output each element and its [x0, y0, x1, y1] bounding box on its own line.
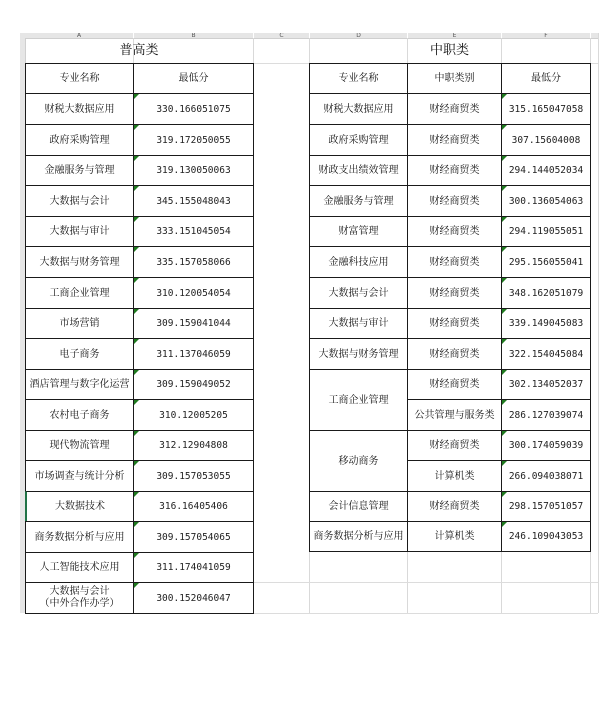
column-header-b[interactable]: B: [134, 33, 253, 39]
vocational-row-category[interactable]: 财经商贸类: [407, 93, 502, 125]
vocational-row-major[interactable]: 金融科技应用: [309, 246, 408, 278]
comment-flag-icon: [502, 339, 507, 344]
general-row-min-score[interactable]: [133, 582, 254, 614]
score-value: 319.172050055: [156, 134, 231, 146]
vocational-row-min-score[interactable]: [501, 430, 591, 461]
vocational-row-min-score[interactable]: [501, 338, 591, 370]
score-value: 309.157054065: [156, 531, 231, 543]
score-value: 300.174059039: [508, 440, 584, 451]
score-value: 315.165047058: [508, 103, 584, 115]
major-line-1: 大数据与会计: [49, 586, 110, 597]
score-value: 316.16405406: [159, 501, 228, 512]
vocational-header-major[interactable]: 专业名称: [309, 63, 408, 94]
comment-flag-icon: [134, 217, 139, 222]
vocational-row-min-score[interactable]: [501, 93, 591, 125]
general-header-min-score[interactable]: 最低分: [133, 63, 254, 94]
score-value: 294.119055051: [508, 226, 584, 237]
vocational-row-min-score[interactable]: [501, 491, 591, 522]
general-row-min-score[interactable]: [133, 460, 254, 492]
score-value: 286.127039074: [508, 409, 584, 421]
score-value: 311.174041059: [156, 562, 231, 573]
comment-flag-icon: [134, 186, 139, 191]
vocational-row-category[interactable]: 财经商贸类: [407, 430, 502, 461]
general-row-major[interactable]: 商务数据分析与应用: [25, 521, 134, 553]
general-row-major[interactable]: 财税大数据应用: [25, 93, 134, 125]
general-row-major[interactable]: 政府采购管理: [25, 124, 134, 156]
general-row-major[interactable]: 大数据与审计: [25, 216, 134, 247]
score-value: 335.157058066: [156, 256, 231, 268]
general-row-min-score[interactable]: [133, 93, 254, 125]
score-value: 298.157051057: [508, 501, 584, 512]
general-row-min-score[interactable]: [133, 308, 254, 339]
vocational-row-min-score[interactable]: [501, 216, 591, 247]
general-header-major[interactable]: 专业名称: [25, 63, 134, 94]
comment-flag-icon: [502, 278, 507, 283]
vocational-row-min-score[interactable]: [501, 308, 591, 339]
vocational-row-min-score[interactable]: [501, 521, 591, 552]
vocational-row-category[interactable]: 财经商贸类: [407, 185, 502, 217]
vocational-row-min-score[interactable]: [501, 399, 591, 431]
comment-flag-icon: [134, 278, 139, 283]
general-row-min-score[interactable]: [133, 552, 254, 583]
comment-flag-icon: [502, 400, 507, 405]
comment-flag-icon: [134, 492, 139, 497]
vocational-row-min-score[interactable]: [501, 369, 591, 400]
comment-flag-icon: [502, 125, 507, 130]
comment-flag-icon: [134, 553, 139, 558]
vocational-row-min-score[interactable]: [501, 185, 591, 217]
general-row-min-score[interactable]: [133, 491, 254, 522]
comment-flag-icon: [502, 156, 507, 161]
vocational-row-category[interactable]: 财经商贸类: [407, 155, 502, 186]
general-row-major[interactable]: 人工智能技术应用: [25, 552, 134, 583]
vocational-row-category[interactable]: 财经商贸类: [407, 246, 502, 278]
vocational-row-major-merged[interactable]: 工商企业管理: [309, 369, 408, 431]
vocational-row-category[interactable]: 财经商贸类: [407, 308, 502, 339]
comment-flag-icon: [502, 309, 507, 314]
vocational-row-min-score[interactable]: [501, 246, 591, 278]
vocational-header-min-score[interactable]: 最低分: [501, 63, 591, 94]
general-row-major[interactable]: 大数据与会计: [25, 185, 134, 217]
score-value: 307.15604008: [511, 134, 581, 146]
comment-flag-icon: [134, 461, 139, 466]
general-row-major[interactable]: 电子商务: [25, 338, 134, 370]
vocational-row-category[interactable]: 财经商贸类: [407, 216, 502, 247]
score-value: 302.134052037: [508, 379, 584, 390]
comment-flag-icon: [134, 400, 139, 405]
general-row-major-selected[interactable]: 大数据技术: [25, 491, 134, 522]
vocational-row-category[interactable]: 财经商贸类: [407, 369, 502, 400]
score-value: 295.156055041: [508, 256, 584, 268]
general-row-major[interactable]: 大数据与财务管理: [25, 246, 134, 278]
score-value: 322.154045084: [508, 348, 584, 360]
general-row-min-score[interactable]: [133, 155, 254, 186]
comment-flag-icon: [134, 125, 139, 130]
score-value: 330.166051075: [156, 103, 231, 115]
comment-flag-icon: [502, 431, 507, 436]
general-row-major[interactable]: 金融服务与管理: [25, 155, 134, 186]
score-value: 312.12904808: [159, 440, 228, 451]
vocational-row-major[interactable]: 大数据与财务管理: [309, 338, 408, 370]
comment-flag-icon: [134, 309, 139, 314]
major-line-2: （中外合作办学）: [39, 598, 120, 609]
general-row-min-score[interactable]: [133, 369, 254, 400]
score-value: 311.137046059: [156, 348, 231, 360]
vocational-row-category[interactable]: 财经商贸类: [407, 124, 502, 156]
score-value: 309.159049052: [156, 379, 231, 390]
comment-flag-icon: [134, 94, 139, 99]
vocational-row-min-score[interactable]: [501, 277, 591, 309]
vocational-row-major[interactable]: 财税大数据应用: [309, 93, 408, 125]
column-header-c[interactable]: C: [254, 33, 309, 39]
vocational-row-category[interactable]: 财经商贸类: [407, 338, 502, 370]
score-value: 246.109043053: [508, 531, 584, 542]
general-row-min-score[interactable]: [133, 338, 254, 370]
vocational-row-major[interactable]: 商务数据分析与应用: [309, 521, 408, 552]
comment-flag-icon: [502, 217, 507, 222]
vocational-row-min-score[interactable]: [501, 155, 591, 186]
gridline: [253, 582, 598, 583]
general-row-min-score[interactable]: [133, 185, 254, 217]
general-row-major[interactable]: 酒店管理与数字化运营: [25, 369, 134, 400]
comment-flag-icon: [502, 492, 507, 497]
score-value: 310.120054054: [156, 287, 231, 299]
score-value: 294.144052034: [508, 165, 584, 176]
vocational-row-major-merged[interactable]: 移动商务: [309, 430, 408, 492]
column-header-e[interactable]: E: [408, 33, 501, 39]
general-row-major[interactable]: 农村电子商务: [25, 399, 134, 431]
vocational-row-category[interactable]: 公共管理与服务类: [407, 399, 502, 431]
column-header-a[interactable]: A: [25, 33, 133, 39]
comment-flag-icon: [134, 156, 139, 161]
comment-flag-icon: [502, 247, 507, 252]
general-row-min-score[interactable]: [133, 399, 254, 431]
general-section-title[interactable]: 普高类: [119, 43, 159, 58]
comment-flag-icon: [502, 94, 507, 99]
vocational-row-major[interactable]: 政府采购管理: [309, 124, 408, 156]
comment-flag-icon: [502, 522, 507, 527]
comment-flag-icon: [502, 370, 507, 375]
vocational-row-major[interactable]: 会计信息管理: [309, 491, 408, 522]
score-value: 345.155048043: [156, 195, 231, 207]
score-value: 310.12005205: [159, 409, 228, 421]
comment-flag-icon: [134, 247, 139, 252]
comment-flag-icon: [502, 186, 507, 191]
general-row-major[interactable]: 工商企业管理: [25, 277, 134, 309]
comment-flag-icon: [502, 461, 507, 466]
general-row-min-score[interactable]: [133, 246, 254, 278]
comment-flag-icon: [134, 522, 139, 527]
score-value: 266.094038071: [508, 470, 584, 482]
general-row-min-score[interactable]: [133, 430, 254, 461]
comment-flag-icon: [134, 339, 139, 344]
general-row-min-score[interactable]: [133, 216, 254, 247]
score-value: 309.159041044: [156, 318, 231, 329]
score-value: 348.162051079: [508, 287, 584, 299]
general-row-min-score[interactable]: [133, 277, 254, 309]
column-header-d[interactable]: D: [310, 33, 407, 39]
score-value: 300.136054063: [508, 195, 584, 207]
score-value: 319.130050063: [156, 165, 231, 176]
vocational-row-major[interactable]: 大数据与审计: [309, 308, 408, 339]
comment-flag-icon: [134, 431, 139, 436]
vocational-section-title[interactable]: 中职类: [429, 43, 469, 58]
vocational-row-category[interactable]: 计算机类: [407, 521, 502, 552]
vocational-header-category[interactable]: 中职类别: [407, 63, 502, 94]
general-row-major[interactable]: [25, 582, 134, 614]
score-value: 309.157053055: [156, 470, 231, 482]
vocational-row-major[interactable]: 财富管理: [309, 216, 408, 247]
general-row-major[interactable]: 现代物流管理: [25, 430, 134, 461]
vocational-row-category[interactable]: 财经商贸类: [407, 277, 502, 309]
general-row-min-score[interactable]: [133, 124, 254, 156]
vocational-row-major[interactable]: 财政支出绩效管理: [309, 155, 408, 186]
score-value: 333.151045054: [156, 226, 231, 237]
vocational-row-min-score[interactable]: [501, 124, 591, 156]
score-value: 300.152046047: [156, 592, 231, 604]
comment-flag-icon: [134, 583, 139, 588]
score-value: 339.149045083: [508, 318, 584, 329]
column-header-g[interactable]: [591, 33, 598, 39]
vocational-row-category[interactable]: 计算机类: [407, 460, 502, 492]
gridline: [598, 33, 599, 613]
general-row-min-score[interactable]: [133, 521, 254, 553]
column-header-f[interactable]: F: [502, 33, 590, 39]
vocational-row-major[interactable]: 金融服务与管理: [309, 185, 408, 217]
vocational-row-major[interactable]: 大数据与会计: [309, 277, 408, 309]
vocational-row-min-score[interactable]: [501, 460, 591, 492]
general-row-major[interactable]: 市场调查与统计分析: [25, 460, 134, 492]
vocational-row-category[interactable]: 财经商贸类: [407, 491, 502, 522]
comment-flag-icon: [134, 370, 139, 375]
general-row-major[interactable]: 市场营销: [25, 308, 134, 339]
